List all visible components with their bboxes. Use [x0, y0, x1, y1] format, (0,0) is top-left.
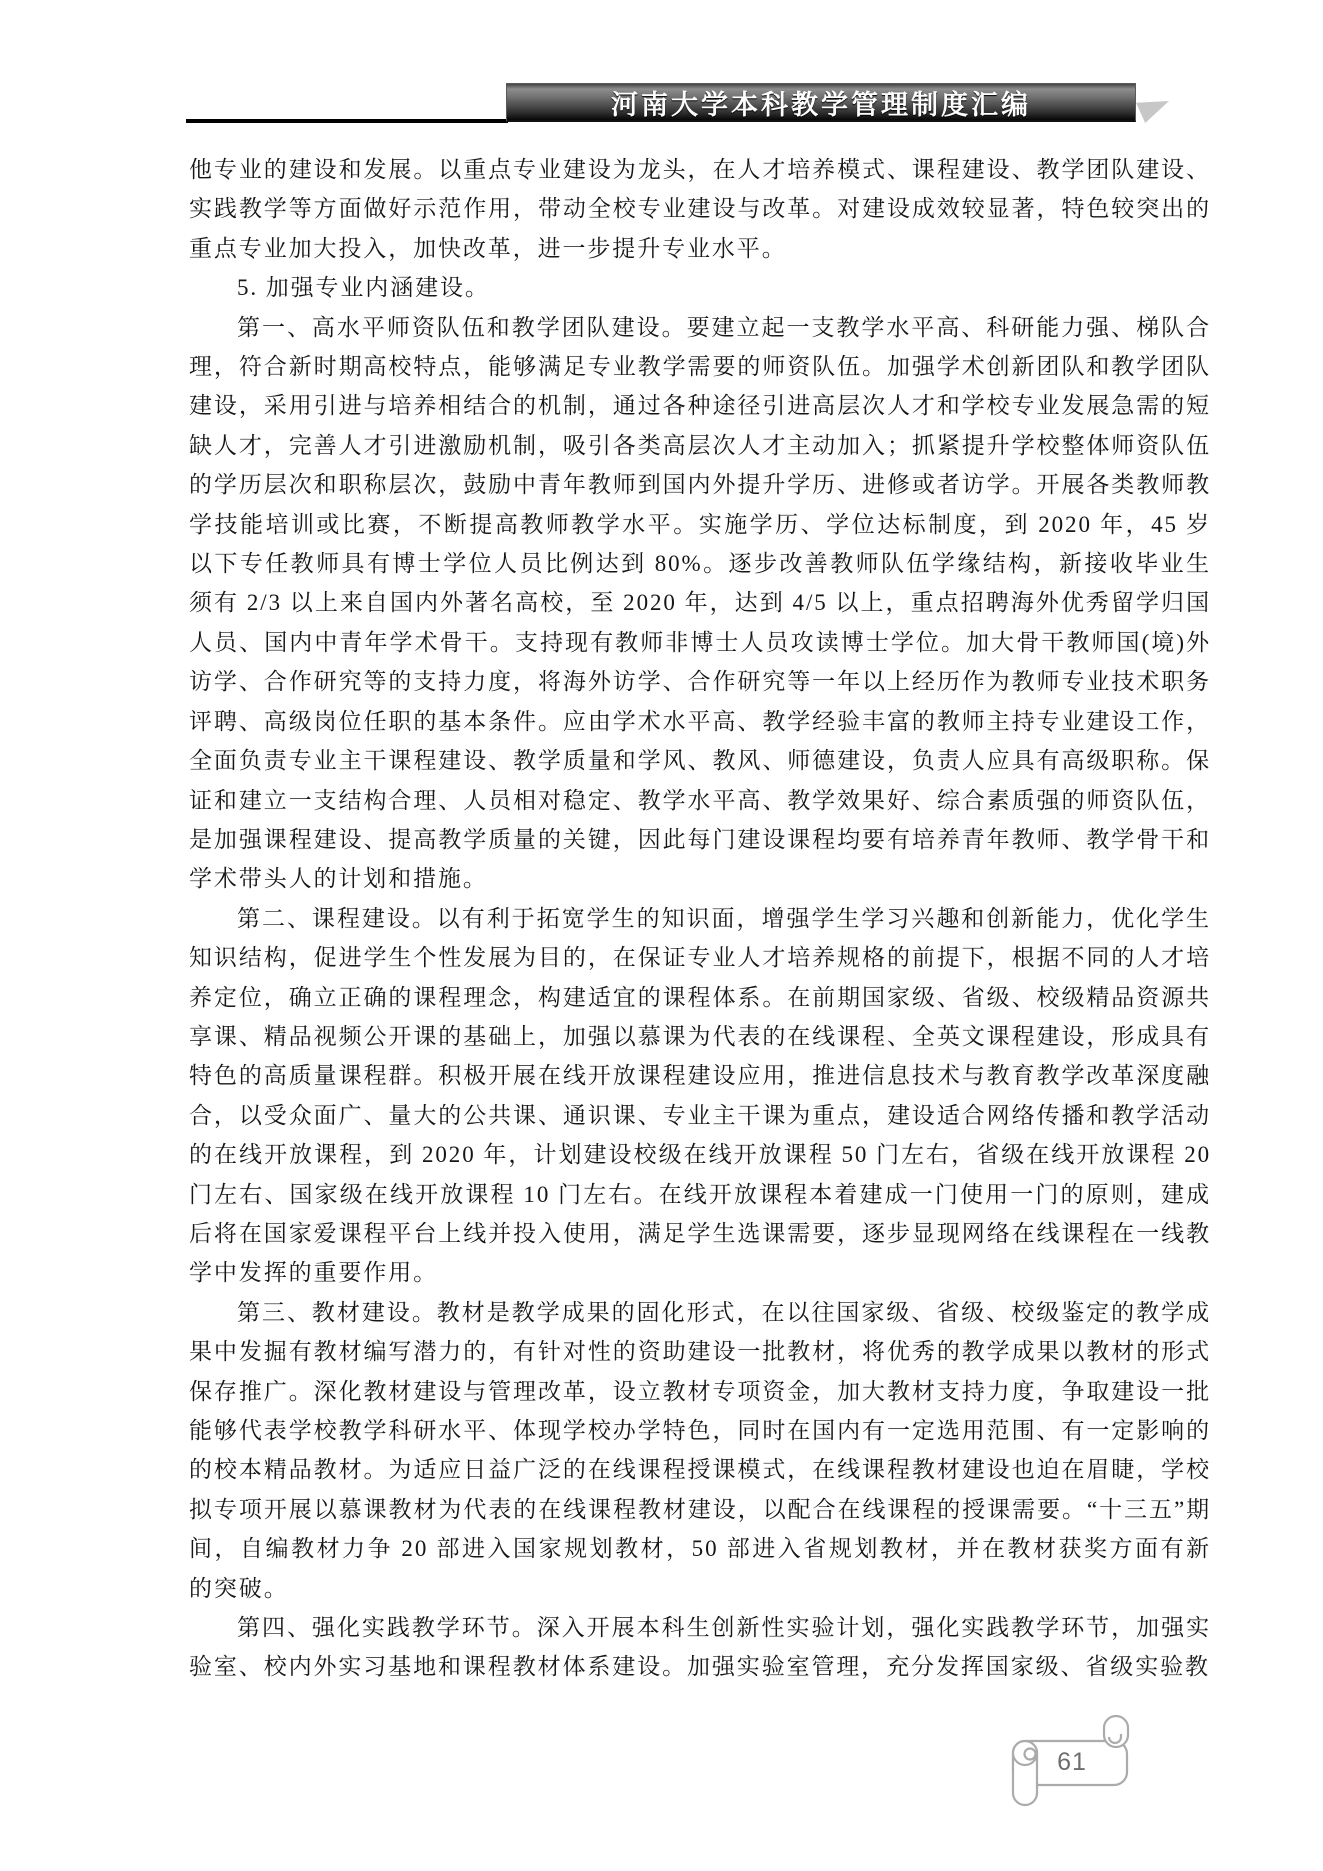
header-rule	[186, 119, 508, 123]
paragraph: 第一、高水平师资队伍和教学团队建设。要建立起一支教学水平高、科研能力强、梯队合理，符合新时期高校特点，能够满足专业教学需要的师资队伍。加强学术创新团队和教学团队建设，采用引进与培养相结合的机制，通过各种途径引进高层次人才和学校专业发展急需的短缺人才，完善人才引进激励机制，吸引各类高层次人才主动加入；抓紧提升学校整体师资队伍的学历层次和职称层次，鼓励中青年教师到国内外提升学历、进修或者访学。开展各类教师教学技能培训或比赛，不断提高教师教学水平。实施学历、学位达标制度，到 2020 年，45 岁以下专任教师具有博士学位人员比例达到 80%。逐步改善教师队伍学缘结构，新接收毕业生须有 2/3 以上来自国内外著名高校，至 2020 年，达到 4/5 以上，重点招聘海外优秀留学归国人员、国内中青年学术骨干。支持现有教师非博士人员攻读博士学位。加大骨干教师国(境)外访学、合作研究等的支持力度，将海外访学、合作研究等一年以上经历作为教师专业技术职务评聘、高级岗位任职的基本条件。应由学术水平高、教学经验丰富的教师主持专业建设工作，全面负责专业主干课程建设、教学质量和学风、教风、师德建设，负责人应具有高级职称。保证和建立一支结构合理、人员相对稳定、教学水平高、教学效果好、综合素质强的师资队伍，是加强课程建设、提高教学质量的关键，因此每门建设课程均要有培养青年教师、教学骨干和学术带头人的计划和措施。	[189, 314, 1211, 892]
page-number: 61	[1057, 1748, 1087, 1776]
header-banner	[506, 83, 1136, 122]
paragraph: 他专业的建设和发展。以重点专业建设为龙头，在人才培养模式、课程建设、教学团队建设、实践教学等方面做好示范作用，带动全校专业建设与改革。对建设成效较显著，特色较突出的重点专业加大投入，加快改革，进一步提升专业水平。	[189, 157, 1211, 261]
page-title: 河南大学本科教学管理制度汇编	[611, 89, 1031, 120]
paragraph: 第二、课程建设。以有利于拓宽学生的知识面，增强学生学习兴趣和创新能力，优化学生知识结构，促进学生个性发展为目的，在保证专业人才培养规格的前提下，根据不同的人才培养定位，确立正确的课程理念，构建适宜的课程体系。在前期国家级、省级、校级精品资源共享课、精品视频公开课的基础上，加强以慕课为代表的在线课程、全英文课程建设，形成具有特色的高质量课程群。积极开展在线开放课程建设应用，推进信息技术与教育教学改革深度融合，以受众面广、量大的公共课、通识课、专业主干课为重点，建设适合网络传播和教学活动的在线开放课程，到 2020 年，计划建设校级在线开放课程 50 门左右，省级在线开放课程 20 门左右、国家级在线开放课程 10 门左右。在线开放课程本着建成一门使用一门的原则，建成后将在国家爱课程平台上线并投入使用，满足学生选课需要，逐步显现网络在线课程在一线教学中发挥的重要作用。	[189, 905, 1211, 1286]
document-body	[189, 150, 1211, 1687]
paragraph: 第三、教材建设。教材是教学成果的固化形式，在以往国家级、省级、校级鉴定的教学成果中发掘有教材编写潜力的，有针对性的资助建设一批教材，将优秀的教学成果以教材的形式保存推广。深化教材建设与管理改革，设立教材专项资金，加大教材支持力度，争取建设一批能够代表学校教学科研水平、体现学校办学特色，同时在国内有一定选用范围、有一定影响的的校本精品教材。为适应日益广泛的在线课程授课模式，在线课程教材建设也迫在眉睫，学校拟专项开展以慕课教材为代表的在线课程教材建设，以配合在线课程的授课需要。“十三五”期间，自编教材力争 20 部进入国家规划教材，50 部进入省规划教材，并在教材获奖方面有新的突破。	[189, 1299, 1211, 1601]
banner-arrow-icon	[1136, 101, 1169, 123]
paragraph: 5. 加强专业内涵建设。	[237, 275, 490, 301]
paragraph: 第四、强化实践教学环节。深入开展本科生创新性实验计划，强化实践教学环节，加强实验室、校内外实习基地和课程教材体系建设。加强实验室管理，充分发挥国家级、省级实验教	[189, 1615, 1211, 1680]
